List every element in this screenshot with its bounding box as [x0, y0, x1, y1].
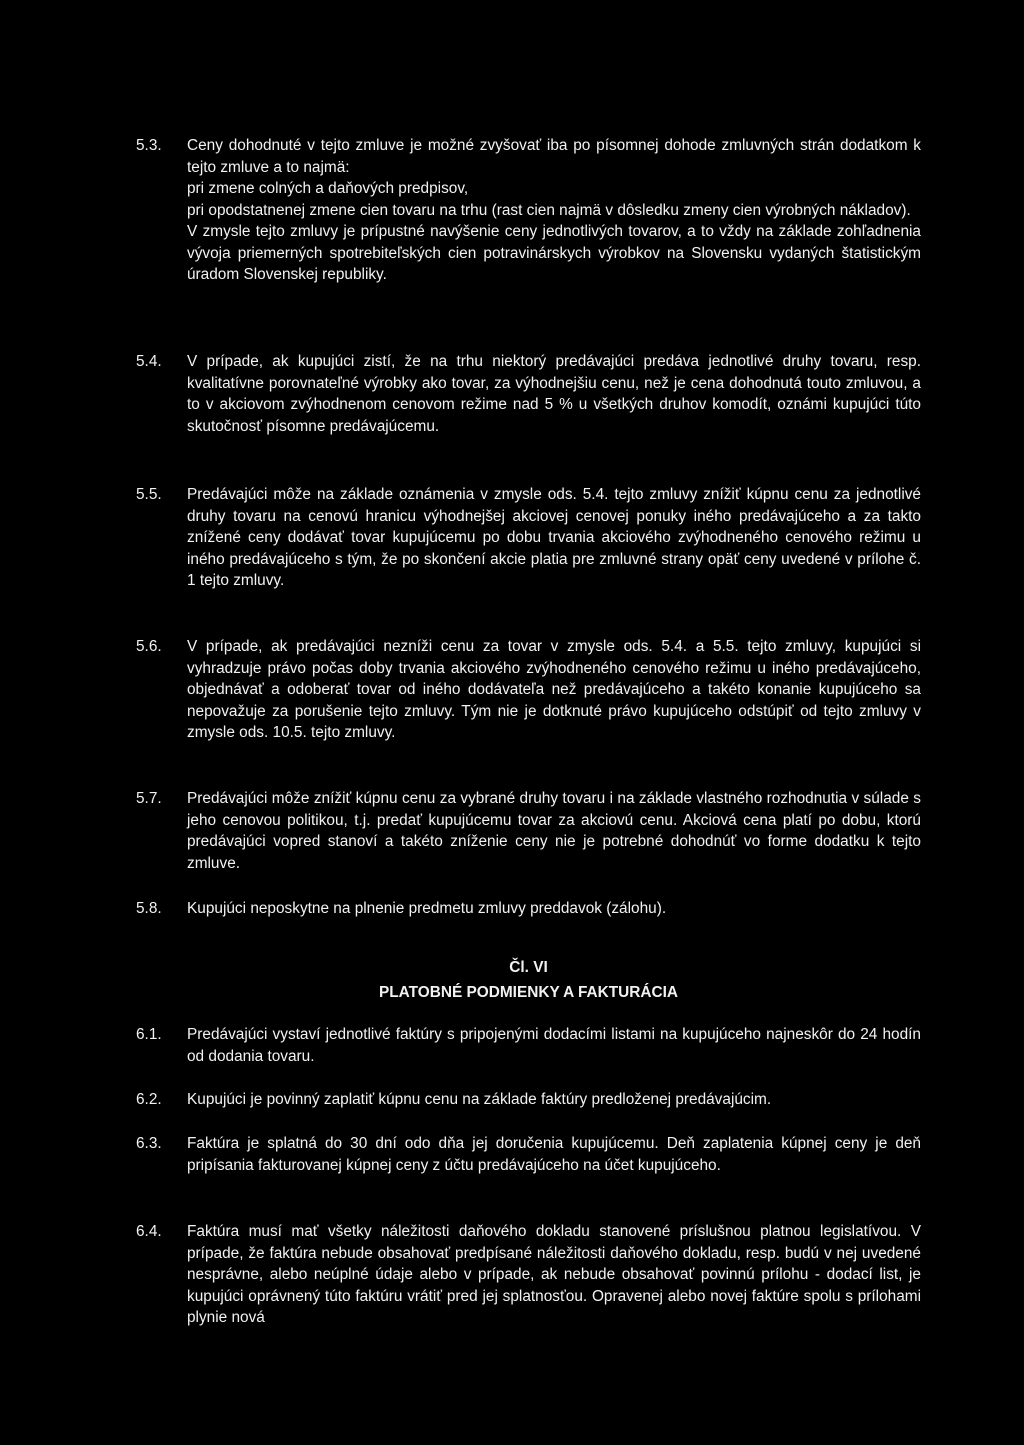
section-5-5 [136, 484, 921, 592]
list-item: pri opodstatnenej zmene cien tovaru na trhu (rast cien najmä v dôsledku zmeny cien výrobných nákladov). [187, 201, 911, 219]
article-heading [136, 955, 921, 1005]
section-6-3 [136, 1133, 921, 1176]
section-5-7 [136, 788, 921, 874]
section-text: V prípade, ak kupujúci zistí, že na trhu niektorý predávajúci predáva jednotlivé druhy tovaru, resp. kvalitatívne porovnateľné výrobky ako tovar, za výhodnejšiu cenu, než je cena dohodnutá touto zmluvou, a to v akciovom zvýhodnenom cenovom režime nad 5 % u všetkých druhov komodít, oznámi kupujúci túto skutočnosť písomne predávajúcemu. [187, 353, 921, 435]
section-number: 5.7. [136, 790, 162, 807]
section-number: 5.8. [136, 900, 162, 917]
section-text: V zmysle tejto zmluvy je prípustné navýšenie ceny jednotlivých tovarov, a to vždy na základe zohľadnenia vývoja priemerných spotrebiteľských cien potravinárskych výrobkov na Slovensku vydaných štatistickým úradom Slovenskej republiky. [187, 223, 921, 283]
section-text: Kupujúci je povinný zaplatiť kúpnu cenu na základe faktúry predloženej predávajúcim. [187, 1091, 772, 1108]
section-number: 6.3. [136, 1135, 162, 1152]
section-5-3 [136, 135, 921, 286]
section-6-1 [136, 1024, 921, 1067]
article-title: Čl. VI [509, 959, 548, 976]
section-6-4 [136, 1221, 921, 1329]
list-item: pri zmene colných a daňových predpisov, [187, 180, 469, 197]
section-number: 6.2. [136, 1091, 162, 1108]
section-6-2 [136, 1089, 921, 1111]
section-5-8 [136, 898, 921, 920]
section-number: 5.5. [136, 486, 162, 503]
section-number: 6.4. [136, 1223, 162, 1240]
section-text: Predávajúci môže na základe oznámenia v zmysle ods. 5.4. tejto zmluvy znížiť kúpnu cenu za jednotlivé druhy tovaru na cenovú hranicu výhodnejšej akciovej cenovej ponuky iného predávajúceho a za takto znížené ceny dodávať tovar kupujúcemu po dobu trvania akciového zvýhodneného cenového režimu u iného predávajúceho s tým, že po skončení akcie platia pre zmluvné strany opäť ceny uvedené v prílohe č. 1 tejto zmluvy. [187, 486, 921, 589]
section-number: 5.4. [136, 353, 162, 370]
section-5-4 [136, 351, 921, 437]
section-text: Predávajúci vystaví jednotlivé faktúry s pripojenými dodacími listami na kupujúceho najneskôr do 24 hodín od dodania tovaru. [187, 1026, 921, 1065]
section-text: Faktúra musí mať všetky náležitosti daňového dokladu stanovené príslušnou platnou legislatívou. V prípade, že faktúra nebude obsahovať predpísané náležitosti daňového dokladu, resp. budú v nej uvedené nesprávne, alebo neúplné údaje alebo v prípade, ak nebude obsahovať povinnú prílohu - dodací list, je kupujúci oprávnený túto faktúru vrátiť pred jej splatnosťou. Opravenej alebo novej faktúre spolu s prílohami plynie nová [187, 1223, 921, 1326]
section-text: Predávajúci môže znížiť kúpnu cenu za vybrané druhy tovaru i na základe vlastného rozhodnutia v súlade s jeho cenovou politikou, t.j. predať kupujúcemu tovar za akciovú cenu. Akciová cena platí po dobu, ktorú predávajúci vopred stanoví a takéto zníženie ceny nie je potrebné dohodnúť vo forme dodatku k tejto zmluve. [187, 790, 921, 872]
section-number: 6.1. [136, 1026, 162, 1043]
section-text: Ceny dohodnuté v tejto zmluve je možné zvyšovať iba po písomnej dohode zmluvných strán dodatkom k tejto zmluve a to najmä: [187, 137, 921, 176]
article-subtitle: PLATOBNÉ PODMIENKY A FAKTURÁCIA [379, 984, 678, 1001]
section-text: Kupujúci neposkytne na plnenie predmetu zmluvy preddavok (zálohu). [187, 900, 667, 917]
section-text: V prípade, ak predávajúci nezníži cenu za tovar v zmysle ods. 5.4. a 5.5. tejto zmluvy, kupujúci si vyhradzuje právo počas doby trvania akciového zvýhodneného cenového režimu u iného predávajúceho, objednávať a odoberať tovar od iného dodávateľa než predávajúceho a takéto konanie kupujúceho sa nepovažuje za porušenie tejto zmluvy. Tým nie je dotknuté právo kupujúceho odstúpiť od tejto zmluvy v zmysle ods. 10.5. tejto zmluvy. [187, 638, 921, 741]
section-text: Faktúra je splatná do 30 dní odo dňa jej doručenia kupujúcemu. Deň zaplatenia kúpnej ceny je deň pripísania fakturovanej kúpnej ceny z účtu predávajúceho na účet kupujúceho. [187, 1135, 921, 1174]
section-number: 5.6. [136, 638, 162, 655]
section-5-6 [136, 636, 921, 744]
section-number: 5.3. [136, 137, 162, 154]
